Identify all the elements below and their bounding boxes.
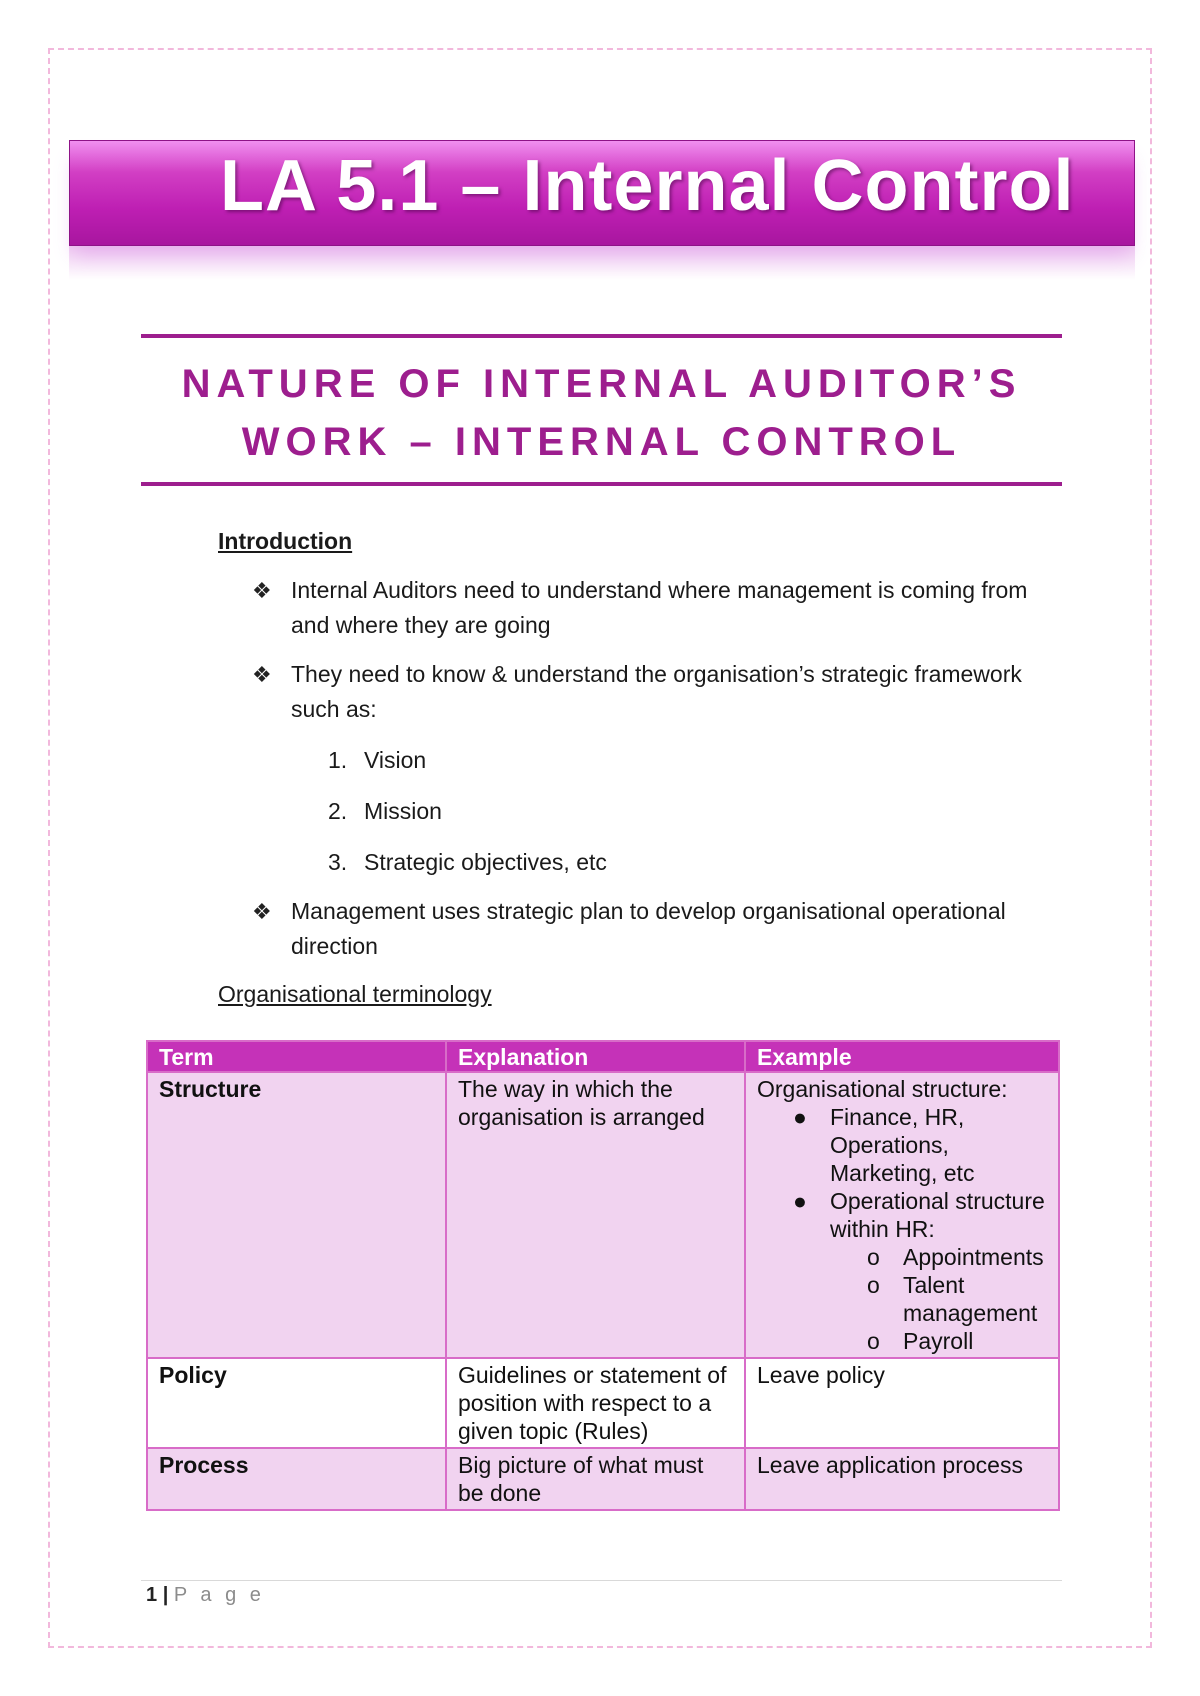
section-heading-line-1: NATURE OF INTERNAL AUDITOR’S	[181, 362, 1022, 406]
example-intro: Organisational structure:	[757, 1076, 1008, 1102]
term-cell: Policy	[147, 1358, 446, 1448]
term-cell: Process	[147, 1448, 446, 1510]
diamond-bullet-icon: ❖	[252, 899, 272, 924]
intro-bullet	[218, 894, 1068, 964]
diamond-bullet-icon: ❖	[252, 662, 272, 687]
title-banner	[69, 140, 1135, 246]
example-cell	[745, 1072, 1059, 1358]
page-number: 1	[146, 1584, 158, 1606]
explanation-cell: The way in which the organisation is arranged	[446, 1072, 745, 1358]
page-footer	[146, 1584, 265, 1607]
list-item	[218, 743, 1068, 778]
table-header-row	[147, 1041, 1059, 1072]
bullet-circle-icon: o	[867, 1328, 880, 1354]
explanation-cell: Big picture of what must be done	[446, 1448, 745, 1510]
list-item-text: Mission	[364, 798, 442, 824]
heading-rule-bottom	[141, 482, 1062, 486]
bullet-dot-icon: ●	[793, 1104, 807, 1130]
table-row	[147, 1358, 1059, 1448]
table-row	[147, 1448, 1059, 1510]
document-title: LA 5.1 – Internal Control	[220, 146, 1075, 226]
bullet-circle-icon: o	[867, 1272, 880, 1298]
bullet-circle-icon: o	[867, 1244, 880, 1270]
section-heading	[141, 355, 1062, 471]
page-label: P a g e	[173, 1584, 265, 1606]
section-heading-line-2: WORK – INTERNAL CONTROL	[241, 420, 962, 464]
list-item	[218, 845, 1068, 880]
bullet-dot-icon: ●	[793, 1188, 807, 1214]
framework-list	[218, 743, 1068, 880]
list-item	[218, 794, 1068, 829]
example-sub-list	[830, 1243, 1047, 1355]
list-item-text: Vision	[364, 747, 427, 773]
term-cell: Structure	[147, 1072, 446, 1358]
list-item-text: Operational structure within HR:	[830, 1188, 1045, 1242]
list-number: 3.	[328, 849, 348, 875]
intro-bullet	[218, 657, 1068, 727]
list-item	[830, 1271, 1047, 1327]
intro-bullet-text: Internal Auditors need to understand where management is coming from and where they are going	[291, 577, 1028, 638]
title-reflection	[69, 246, 1135, 280]
list-item	[757, 1103, 1047, 1187]
example-bullet-list	[757, 1103, 1047, 1355]
intro-bullet-text: Management uses strategic plan to develop organisational operational direction	[291, 898, 1006, 959]
list-item-text: Talent management	[903, 1272, 1038, 1326]
list-number: 1.	[328, 747, 348, 773]
column-header: Explanation	[446, 1041, 745, 1072]
intro-bullet	[218, 573, 1068, 643]
explanation-cell: Guidelines or statement of position with respect to a given topic (Rules)	[446, 1358, 745, 1448]
terminology-table	[146, 1040, 1060, 1511]
terminology-heading: Organisational terminology	[218, 981, 492, 1007]
diamond-bullet-icon: ❖	[252, 578, 272, 603]
list-number: 2.	[328, 798, 348, 824]
list-item-text: Appointments	[903, 1244, 1044, 1270]
introduction-heading: Introduction	[218, 528, 353, 554]
list-item	[830, 1327, 1047, 1355]
table-row	[147, 1072, 1059, 1358]
list-item-text: Payroll	[903, 1328, 974, 1354]
introduction-section	[218, 523, 1068, 1012]
footer-rule	[141, 1580, 1062, 1581]
column-header: Term	[147, 1041, 446, 1072]
list-item-text: Strategic objectives, etc	[364, 849, 607, 875]
heading-rule-top	[141, 334, 1062, 338]
intro-bullet-text: They need to know & understand the organisation’s strategic framework such as:	[291, 661, 1022, 722]
list-item-text: Finance, HR, Operations, Marketing, etc	[830, 1104, 975, 1186]
footer-separator: |	[162, 1584, 169, 1606]
list-item	[757, 1187, 1047, 1355]
column-header: Example	[745, 1041, 1059, 1072]
example-cell: Leave application process	[745, 1448, 1059, 1510]
list-item	[830, 1243, 1047, 1271]
example-cell: Leave policy	[745, 1358, 1059, 1448]
